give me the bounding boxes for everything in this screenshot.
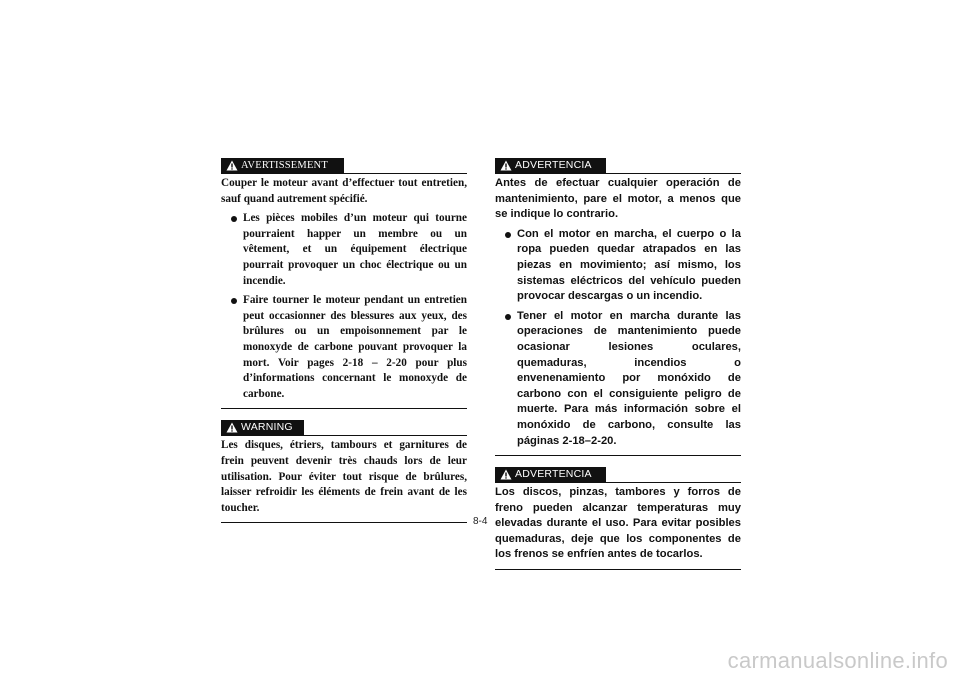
warning-text: Los discos, pinzas, tambores y forros de freno pueden alcanzar temperaturas muy elevadas durante el uso. Para evitar posibles quemaduras, deje que los componentes de los frenos se enfríen antes de tocarlos. <box>495 486 741 561</box>
list-item: Tener el motor en marcha durante las operaciones de mantenimiento puede ocasionar lesiones oculares, quemaduras, incendios o envenenamiento por monóxido de carbono con el consiguiente peligro de muerte. Para más información sobre el monóxido de carbono, consulte las páginas 2-18–2-20. <box>495 309 741 449</box>
warning-triangle-icon <box>226 422 238 433</box>
warning-label: WARNING <box>241 421 293 434</box>
warning-box-warning <box>221 419 467 523</box>
warning-badge <box>495 158 606 174</box>
warning-box-advertencia <box>495 157 741 456</box>
divider <box>221 522 467 523</box>
warning-box-advertencia-2 <box>495 466 741 570</box>
page-number: 8-4 <box>473 516 488 527</box>
warning-triangle-icon <box>226 160 238 171</box>
spanish-column <box>495 157 741 570</box>
warning-label: AVERTISSEMENT <box>241 160 328 171</box>
watermark: carmanualsonline.info <box>727 648 948 673</box>
warning-header <box>495 466 741 483</box>
warning-triangle-icon <box>500 160 512 171</box>
warning-header <box>495 157 741 174</box>
warning-box-avertissement <box>221 157 467 409</box>
french-column <box>221 157 467 523</box>
warning-label: ADVERTENCIA <box>515 468 592 481</box>
warning-bullet-list <box>495 227 741 449</box>
warning-intro: Couper le moteur avant d’effectuer tout entretien, sauf quand autrement spécifié. <box>221 177 467 205</box>
warning-intro: Antes de efectuar cualquier operación de mantenimiento, pare el motor, a menos que se indique lo contrario. <box>495 177 741 221</box>
warning-triangle-icon <box>500 469 512 480</box>
list-item: Faire tourner le moteur pendant un entretien peut occasionner des blessures aux yeux, des brûlures ou un empoisonnement par le monoxyde de carbone pouvant provoquer la mort. Voir pages 2-18 – 2-20 pour plus d’informations concernant le monoxyde de carbone. <box>221 293 467 402</box>
list-item: Les pièces mobiles d’un moteur qui tourne pourraient happer un membre ou un vêtement, et un équipement électrique pourrait provoquer un choc électrique ou un incendie. <box>221 211 467 289</box>
warning-badge <box>221 158 344 174</box>
warning-text: Les disques, étriers, tambours et garnitures de frein peuvent devenir très chauds lors de leur utilisation. Pour éviter tout risque de brûlures, laisser refroidir les éléments de frein avant de les toucher. <box>221 439 467 514</box>
divider <box>495 569 741 570</box>
warning-bullet-list <box>221 211 467 402</box>
warning-badge <box>221 420 304 436</box>
warning-label: ADVERTENCIA <box>515 159 592 171</box>
warning-header <box>221 419 467 436</box>
warning-header <box>221 157 467 174</box>
list-item: Con el motor en marcha, el cuerpo o la ropa pueden quedar atrapados en las piezas en movimiento; así mismo, los sistemas eléctricos del vehículo pueden provocar descargas o un incendio. <box>495 227 741 305</box>
warning-badge <box>495 467 606 483</box>
